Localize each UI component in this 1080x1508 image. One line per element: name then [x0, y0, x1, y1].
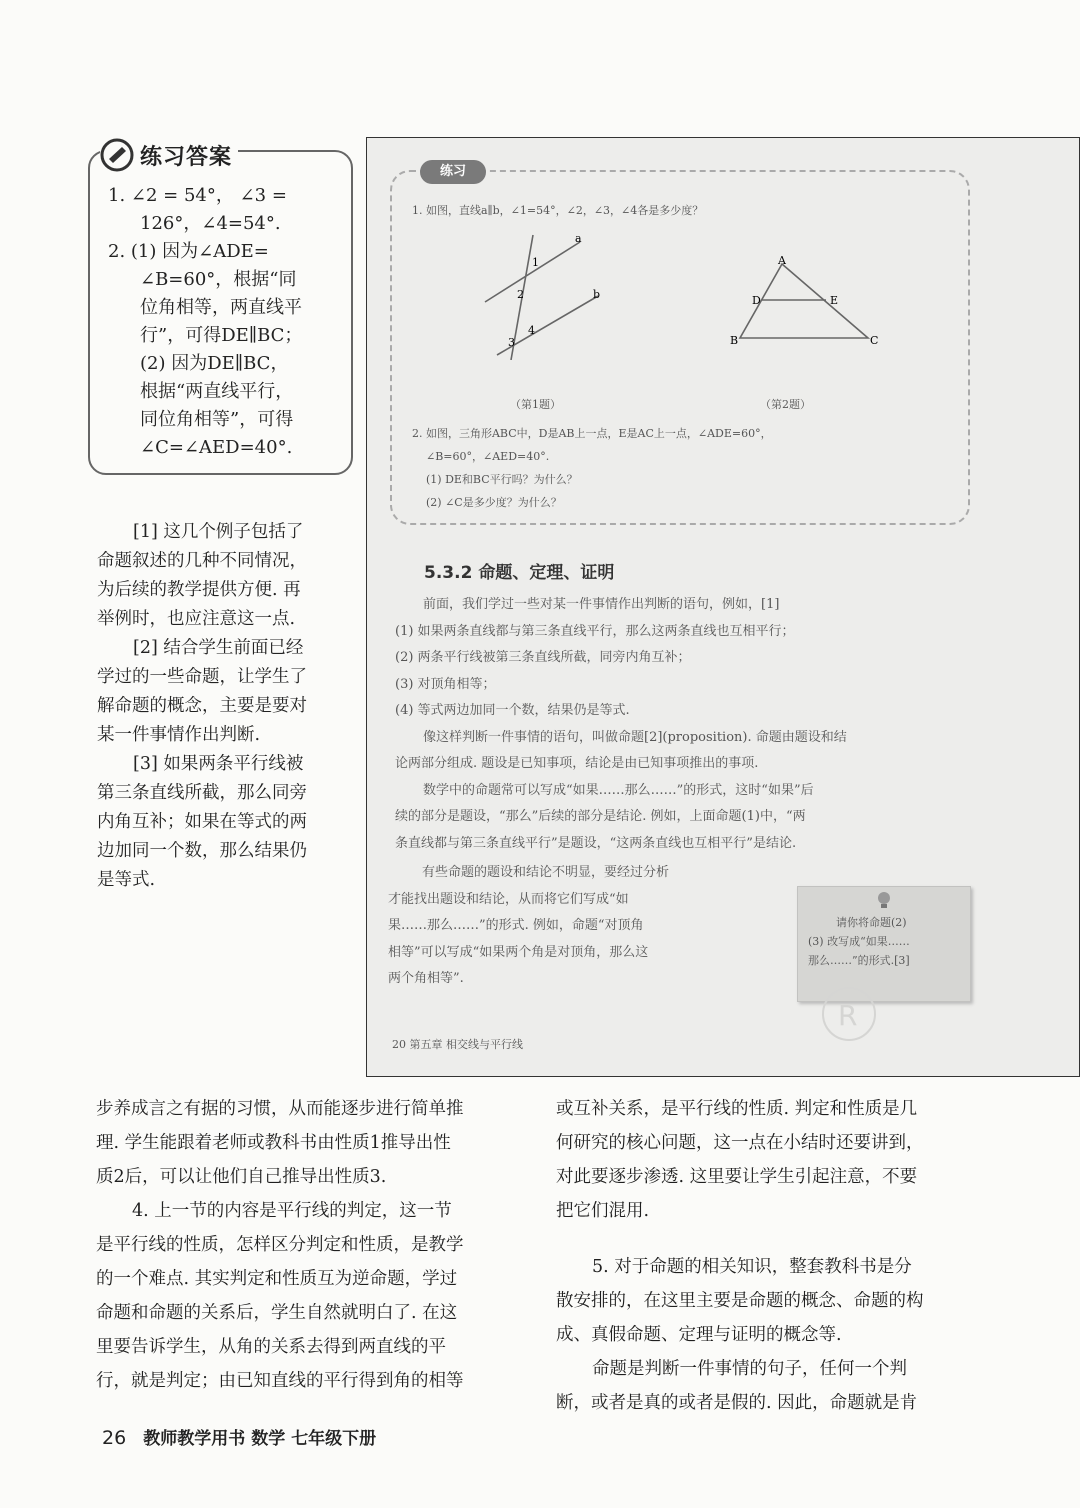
- fig2-label: E: [830, 294, 839, 307]
- bottom-right-column: [556, 1092, 924, 1420]
- body-line: 或互补关系，是平行线的性质. 判定和性质是几: [556, 1099, 918, 1119]
- fig1-label: 4: [528, 324, 535, 337]
- note-line: 某一件事情作出判断.: [97, 725, 261, 745]
- fig1-label: a: [575, 232, 582, 245]
- registered-mark-icon: [820, 985, 878, 1043]
- think-line: 那么……”的形式.[3]: [808, 954, 910, 967]
- page-number: 26: [102, 1427, 127, 1449]
- answer-line: (2) 因为DE∥BC，: [140, 353, 289, 374]
- body-line: 里要告诉学生，从角的关系去得到两直线的平: [96, 1337, 446, 1357]
- body-line: (2) 两条平行线被第三条直线所截，同旁内角互补；: [395, 650, 691, 665]
- body-line: 果……那么……”的形式. 例如，命题“对顶角: [388, 918, 644, 933]
- fig1-label: 1: [532, 256, 539, 269]
- note-line: 为后续的教学提供方便. 再: [97, 580, 301, 600]
- answer-line: 根据“两直线平行，: [140, 381, 294, 402]
- section-title: 5.3.2 命题、定理、证明: [424, 563, 615, 583]
- exercise-tag: 练习: [420, 160, 486, 184]
- fig2-caption: （第2题）: [760, 398, 811, 411]
- note-line: 内角互补；如果在等式的两: [97, 812, 307, 832]
- note-line: 举例时，也应注意这一点.: [97, 609, 296, 629]
- note-line: [1] 这几个例子包括了: [133, 522, 304, 542]
- answer-line: 位角相等，两直线平: [140, 297, 302, 318]
- note-line: 命题叙述的几种不同情况，: [97, 551, 307, 571]
- body-line: 才能找出题设和结论，从而将它们写成“如: [388, 891, 629, 907]
- fig1-caption: （第1题）: [510, 398, 561, 411]
- body-line: 质2后，可以让他们自己推导出性质3.: [96, 1167, 387, 1187]
- answer-line: 行”，可得DE∥BC；: [140, 325, 303, 346]
- fig2-label: C: [870, 334, 879, 347]
- body-line: (1) 如果两条直线都与第三条直线平行，那么这两条直线也互相平行；: [395, 623, 795, 639]
- body-line: 4. 上一节的内容是平行线的判定，这一节: [132, 1201, 452, 1221]
- body-line: 命题和命题的关系后，学生自然就明白了. 在这: [96, 1303, 458, 1323]
- figure-2: [728, 252, 888, 352]
- answers-header: [100, 138, 238, 172]
- note-line: [3] 如果两条平行线被: [133, 754, 304, 774]
- fig1-label: 2: [517, 288, 524, 301]
- body-line: 论两部分组成. 题设是已知事项，结论是由已知事项推出的事项.: [395, 756, 759, 771]
- answers-title: 练习答案: [140, 144, 233, 170]
- q2-line: (2) ∠C是多少度？为什么？: [426, 496, 562, 509]
- note-line: 是等式.: [97, 870, 156, 890]
- body-line: 命题是判断一件事情的句子，任何一个判: [592, 1359, 907, 1379]
- body-line: 续的部分是题设，“那么”后续的部分是结论. 例如，上面命题(1)中，“两: [395, 809, 806, 824]
- answer-line: 126°，∠4=54°.: [140, 213, 281, 234]
- fig1-label: 3: [508, 336, 515, 349]
- body-line: 有些命题的题设和结论不明显，要经过分析: [422, 865, 670, 880]
- answer-line: ∠C=∠AED=40°.: [140, 437, 293, 458]
- body-line: 理. 学生能跟着老师或教科书由性质1推导出性: [96, 1133, 451, 1153]
- exercise-q1: 1. 如图，直线a∥b，∠1=54°，∠2，∠3，∠4各是多少度？: [412, 204, 704, 217]
- answers-list: [108, 182, 302, 462]
- note-line: 边加同一个数，那么结果仍: [97, 841, 307, 861]
- body-line: 断，或者是真的或者是假的. 因此，命题就是肯: [556, 1393, 918, 1413]
- body-line: 是平行线的性质，怎样区分判定和性质，是教学: [96, 1235, 464, 1255]
- body-line: 散安排的，在这里主要是命题的概念、命题的构: [556, 1291, 924, 1311]
- q2-line: ∠B=60°，∠AED=40°.: [426, 450, 550, 463]
- answer-line: 同位角相等”，可得: [140, 409, 294, 430]
- q2-line: 2. 如图，三角形ABC中，D是AB上一点，E是AC上一点，∠ADE=60°，: [412, 427, 772, 440]
- fig2-label: B: [730, 334, 739, 347]
- note-line: 第三条直线所截，那么同旁: [97, 783, 307, 803]
- svg-text:R: R: [838, 999, 858, 1032]
- body-line: 行，就是判定；由已知直线的平行得到角的相等: [96, 1371, 464, 1391]
- note-line: [2] 结合学生前面已经: [133, 638, 304, 658]
- think-line: (3) 改写成“如果……: [808, 935, 910, 948]
- fig2-label: A: [778, 254, 786, 267]
- lightbulb-icon: [798, 891, 970, 913]
- figure-1: [475, 230, 615, 360]
- note-line: 学过的一些命题，让学生了: [97, 667, 307, 687]
- textbook-body: [395, 592, 847, 857]
- body-line: (3) 对顶角相等；: [395, 676, 496, 692]
- answer-line: 2. (1) 因为∠ADE=: [108, 241, 269, 262]
- teacher-notes: [97, 518, 307, 895]
- q2-line: (1) DE和BC平行吗？为什么？: [426, 473, 578, 486]
- body-line: 步养成言之有据的习惯，从而能逐步进行简单推: [96, 1099, 464, 1119]
- think-line: 请你将命题(2): [836, 916, 907, 929]
- page-footer: [102, 1424, 376, 1449]
- exercise-q2: [412, 422, 772, 514]
- fig1-label: b: [593, 288, 601, 301]
- body-line: 数学中的命题常可以写成“如果……那么……”的形式，这时“如果”后: [423, 782, 814, 798]
- body-line: 5. 对于命题的相关知识，整套教科书是分: [592, 1257, 912, 1277]
- body-line: 的一个难点. 其实判定和性质互为逆命题，学过: [96, 1269, 458, 1289]
- body-line: (4) 等式两边加同一个数，结果仍是等式.: [395, 703, 630, 718]
- answer-line: 1. ∠2 = 54°， ∠3 =: [108, 185, 287, 206]
- fig2-label: D: [752, 294, 761, 307]
- body-line: 对此要逐步渗透. 这里要让学生引起注意，不要: [556, 1167, 918, 1187]
- body-line: 成、真假命题、定理与证明的概念等.: [556, 1325, 842, 1345]
- pencil-circle-icon: [100, 138, 134, 172]
- bottom-left-column: [96, 1092, 464, 1398]
- body-line: 两个角相等”.: [388, 971, 464, 986]
- body-line: 前面，我们学过一些对某一件事情作出判断的语句，例如，[1]: [423, 597, 780, 612]
- body-line: 条直线都与第三条直线平行”是题设，“这两条直线也互相平行”是结论.: [395, 835, 797, 851]
- body-line: 把它们混用.: [556, 1201, 650, 1221]
- body-line: 相等”可以写成“如果两个角是对顶角，那么这: [388, 944, 649, 960]
- note-line: 解命题的概念，主要是要对: [97, 696, 307, 716]
- answer-line: ∠B=60°，根据“同: [140, 269, 297, 290]
- body-line: 像这样判断一件事情的语句，叫做命题[2](proposition). 命题由题设和结: [423, 729, 847, 745]
- body-line: 何研究的核心问题，这一点在小结时还要讲到，: [556, 1133, 924, 1153]
- textbook-page-footer: 20 第五章 相交线与平行线: [392, 1038, 523, 1051]
- book-title: 教师教学用书 数学 七年级下册: [143, 1429, 377, 1449]
- textbook-body-2: [388, 860, 669, 993]
